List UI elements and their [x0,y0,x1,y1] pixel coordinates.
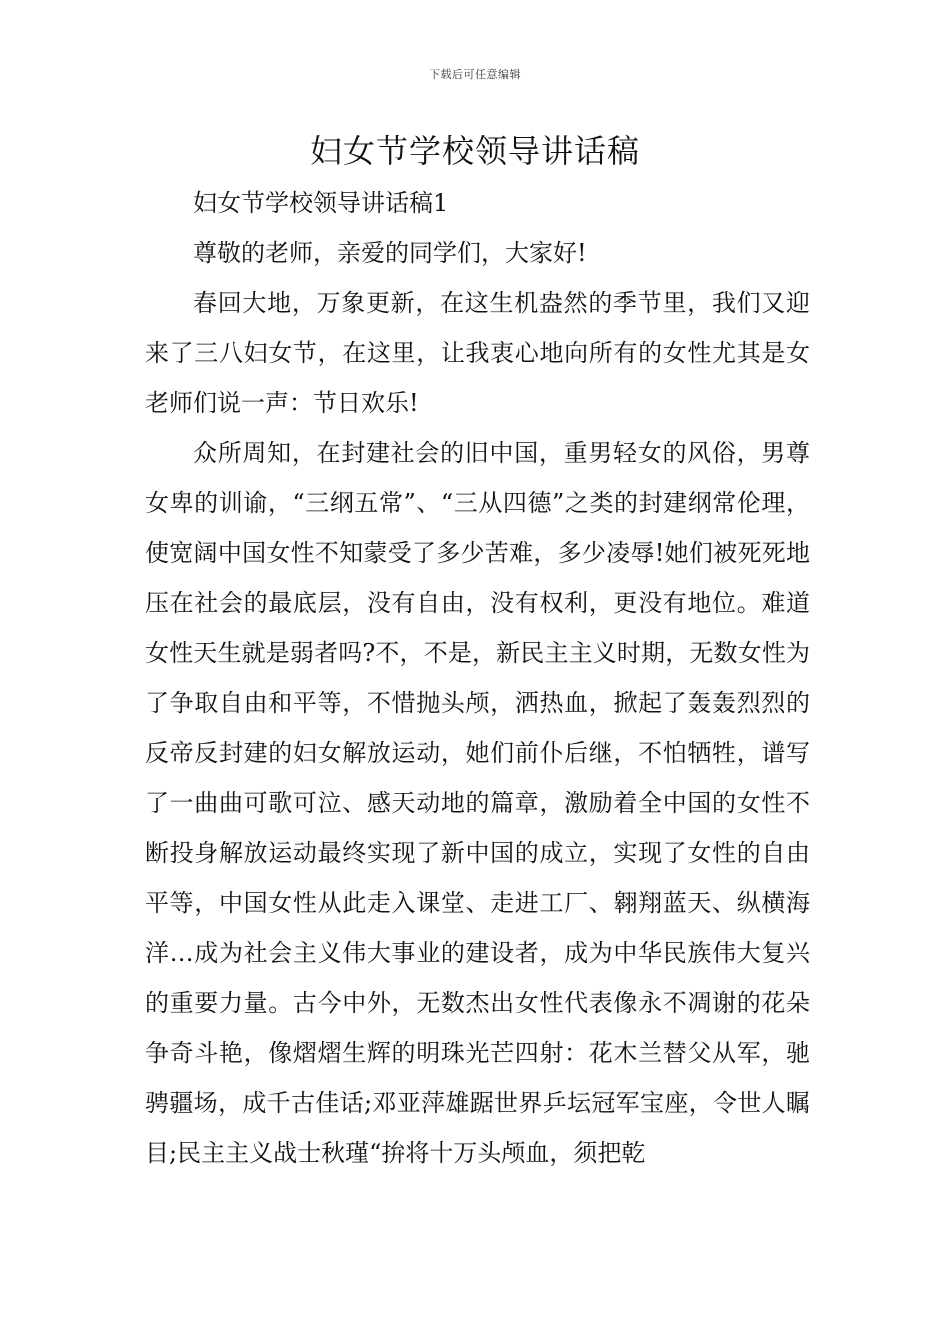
document-title: 妇女节学校领导讲话稿 [309,132,640,170]
body-paragraph: 春回大地，万象更新，在这生机盎然的季节里，我们又迎来了三八妇女节，在这里，让我衷心地向所有的女性尤其是女老师们说一声：节日欢乐! [145,289,810,417]
body-paragraph: 众所周知，在封建社会的旧中国，重男轻女的风俗，男尊女卑的训谕，“三纲五常”、“三从四德”之类的封建纲常伦理，使宽阔中国女性不知蒙受了多少苦难，多少凌辱!她们被死死地压在社会的最底层，没有自由，没有权利，更没有地位。难道女性天生就是弱者吗?不，不是，新民主主义时期，无数女性为了争取自由和平等，不惜抛头颅，洒热血，掀起了轰轰烈烈的反帝反封建的妇女解放运动，她们前仆后继，不怕牺牲，谱写了一曲曲可歌可泣、感天动地的篇章，激励着全中国的女性不断投身解放运动最终实现了新中国的成立，实现了女性的自由平等，中国女性从此走入课堂、走进工厂、翱翔蓝天、纵横海洋…成为社会主义伟大事业的建设者，成为中华民族伟大复兴的重要力量。古今中外，无数杰出女性代表像永不凋谢的花朵争奇斗艳，像熠熠生辉的明珠光芒四射：花木兰替父从军，驰骋疆场，成千古佳话;邓亚萍雄踞世界乒坛冠军宝座，令世人瞩目;民主主义战士秋瑾“拚将十万头颅血，须把乾 [145,439,810,1167]
subtitle-paragraph: 妇女节学校领导讲话稿1 [193,189,449,217]
document-body [145,178,810,1178]
header-note: 下载后可任意编辑 [429,68,521,81]
greeting-paragraph: 尊敬的老师，亲爱的同学们，大家好! [193,239,587,267]
